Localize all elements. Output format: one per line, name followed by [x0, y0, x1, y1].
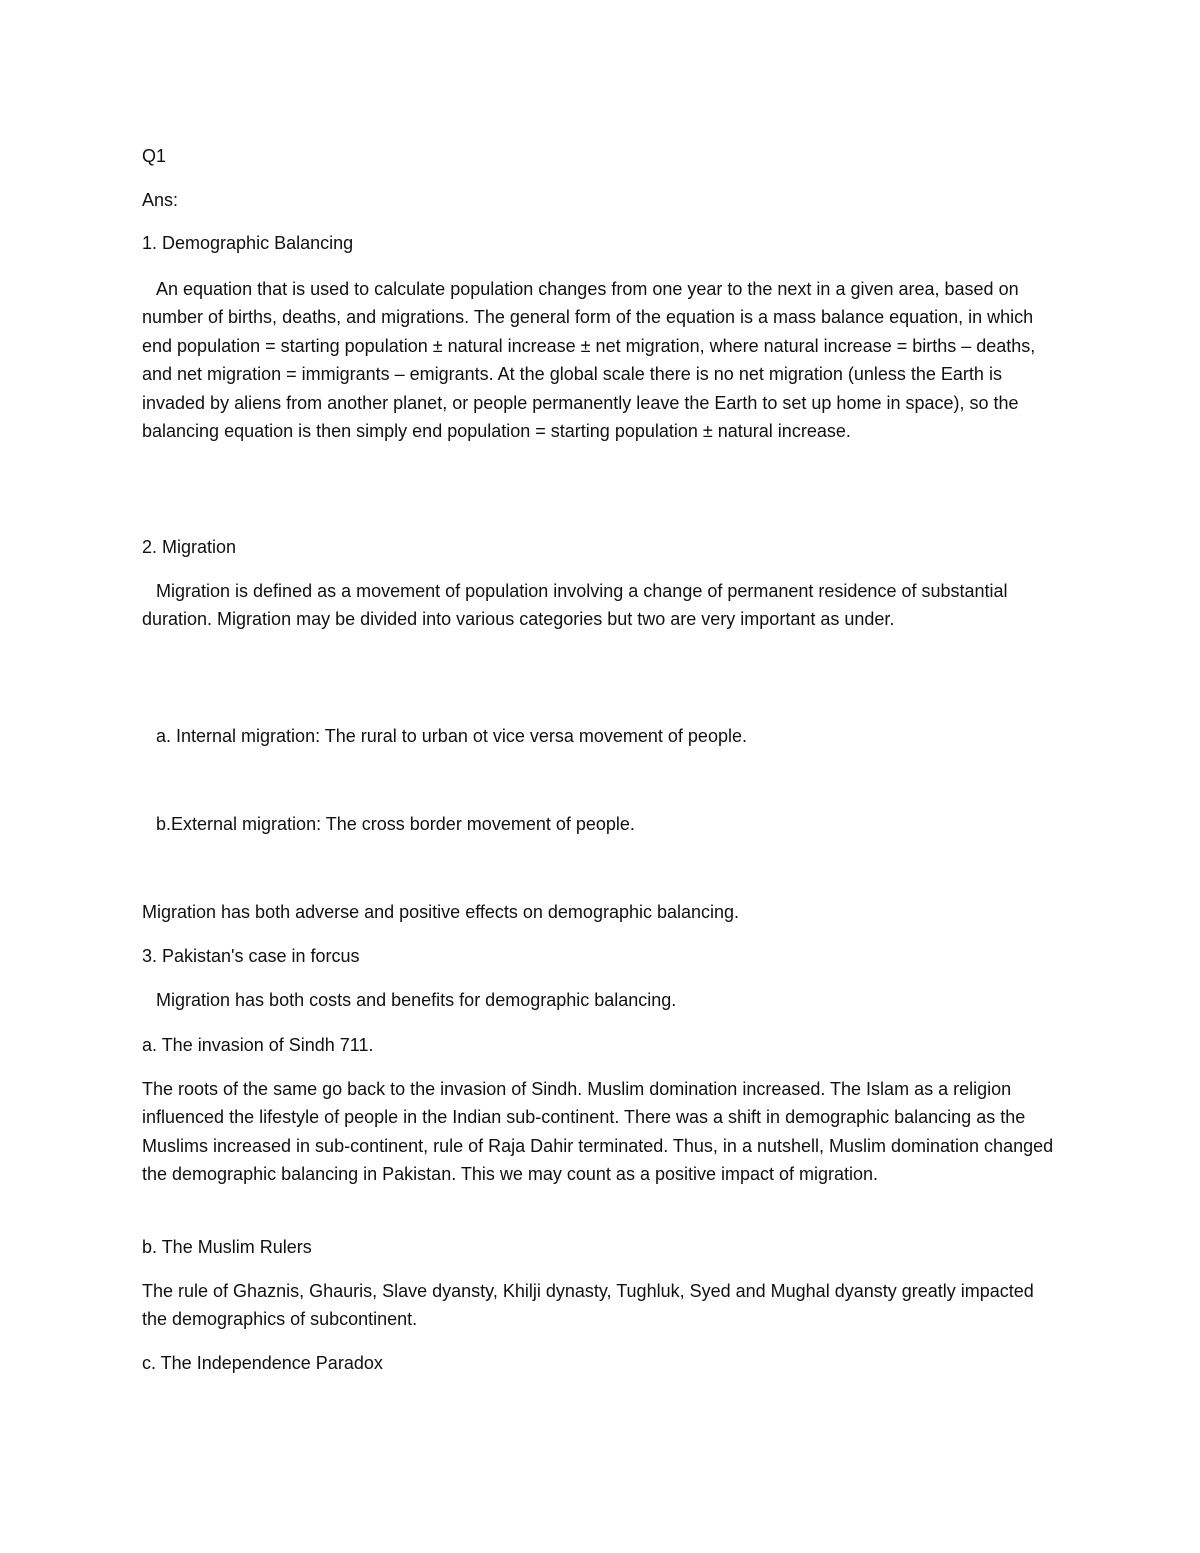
section-1-body-text: An equation that is used to calculate population changes from one year to the next in a given area, based on number of births, deaths, and migrations. The general form of the equation is a mass balance equation, in which end population = starting population ± natural increase ± net migration, where natural increase = births – deaths, and net migration = immigrants – emigrants. At the global scale there is no net migration (unless the Earth is invaded by aliens from another planet, or people permanently leave the Earth to set up home in space), so the balancing equation is then simply end population = starting population ± natural increase.	[142, 279, 1036, 442]
section-2-body	[142, 577, 1054, 634]
section-2-heading: 2. Migration	[142, 537, 237, 557]
subsection-a-body: The roots of the same go back to the invasion of Sindh. Muslim domination increased. The Islam as a religion influenced the lifestyle of people in the Indian sub-continent. There was a shift in demographic balancing as the Muslims increased in sub-continent, rule of Raja Dahir terminated. Thus, in a nutshell, Muslim domination changed the demographic balancing in Pakistan. This we may count as a positive impact of migration.	[142, 1079, 1054, 1185]
section-3-intro: Migration has both costs and benefits for demographic balancing.	[156, 990, 677, 1010]
migration-item-internal: a. Internal migration: The rural to urban ot vice versa movement of people.	[156, 726, 747, 746]
subsection-a-heading: a. The invasion of Sindh 711.	[142, 1035, 374, 1055]
migration-conclusion: Migration has both adverse and positive effects on demographic balancing.	[142, 902, 740, 922]
section-3-heading: 3. Pakistan's case in forcus	[142, 946, 360, 966]
migration-item-external: b.External migration: The cross border movement of people.	[156, 814, 635, 834]
subsection-c-heading: c. The Independence Paradox	[142, 1353, 383, 1373]
section-1-heading: 1. Demographic Balancing	[142, 233, 354, 253]
section-2-body-text: Migration is defined as a movement of population involving a change of permanent residence of substantial duration. Migration may be divided into various categories but two are very important as under.	[142, 581, 1008, 630]
question-label: Q1	[142, 146, 167, 166]
section-1-body	[142, 275, 1054, 445]
subsection-b-heading: b. The Muslim Rulers	[142, 1237, 312, 1257]
answer-label: Ans:	[142, 190, 179, 210]
subsection-b-body: The rule of Ghaznis, Ghauris, Slave dyansty, Khilji dynasty, Tughluk, Syed and Mughal dyansty greatly impacted the demographics of subcontinent.	[142, 1281, 1034, 1330]
